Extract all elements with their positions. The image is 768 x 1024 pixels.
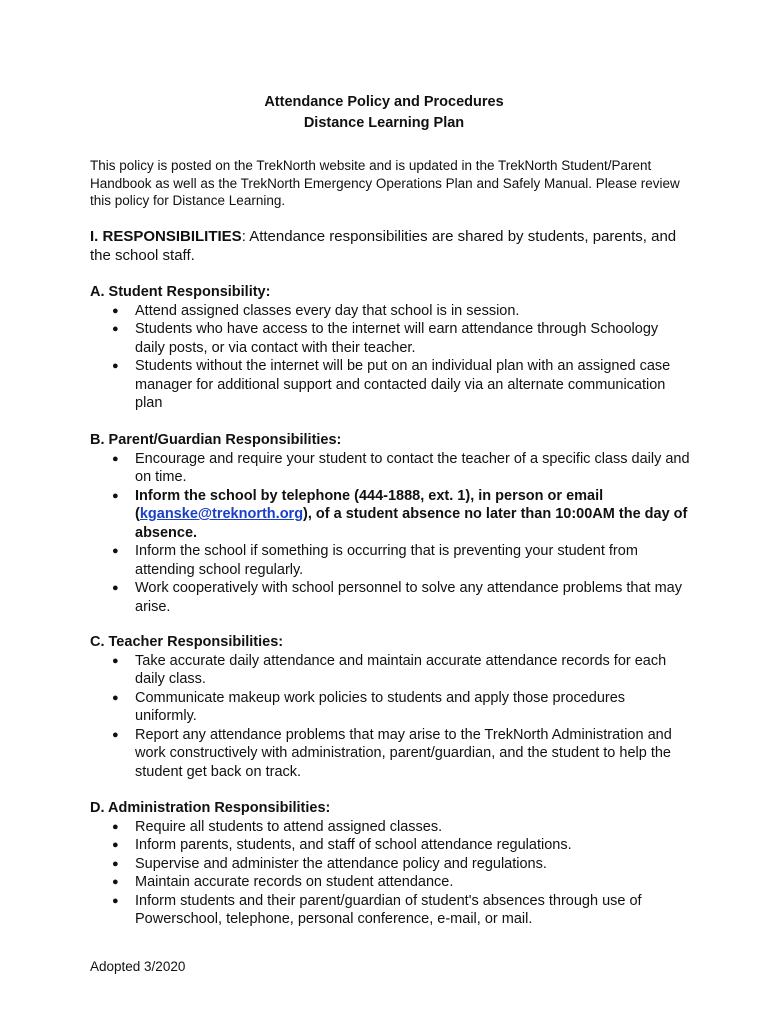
admin-heading: D. Administration Responsibilities: <box>90 800 331 816</box>
teacher-heading: C. Teacher Responsibilities: <box>90 634 284 650</box>
list-item: ● Report any attendance problems that may arise to the TrekNorth Administration and work constructively with administration, parent/guardian, and the student to help the student get back on track. <box>90 726 690 782</box>
parent-list <box>90 450 690 617</box>
list-item: ● Take accurate daily attendance and maintain accurate attendance records for each daily class. <box>90 652 690 689</box>
document-title: Attendance Policy and Procedures <box>264 94 504 110</box>
list-item: ● Supervise and administer the attendance policy and regulations. <box>90 855 690 874</box>
responsibilities-paragraph <box>90 228 690 265</box>
list-item: ● Inform parents, students, and staff of school attendance regulations. <box>90 836 690 855</box>
responsibilities-heading: I. RESPONSIBILITIES <box>90 228 242 245</box>
student-heading: A. Student Responsibility: <box>90 284 271 300</box>
list-item: ● Encourage and require your student to contact the teacher of a specific class daily and on time. <box>90 450 690 487</box>
list-item: ● Attend assigned classes every day that school is in session. <box>90 302 690 321</box>
teacher-section <box>90 633 690 781</box>
admin-section <box>90 799 690 929</box>
parent-section <box>90 431 690 616</box>
list-item: ● Inform students and their parent/guardian of student's absences through use of Powerschool, telephone, personal conference, e-mail, or mail. <box>90 892 690 929</box>
parent-heading: B. Parent/Guardian Responsibilities: <box>90 432 342 448</box>
list-item: ● Require all students to attend assigned classes. <box>90 818 690 837</box>
list-item: ● Students who have access to the internet will earn attendance through Schoology daily posts, or via contact with their teacher. <box>90 320 690 357</box>
list-item: ● Students without the internet will be put on an individual plan with an assigned case manager for additional support and contacted daily via an alternate communication plan <box>90 357 690 413</box>
admin-list <box>90 818 690 929</box>
responsibilities-text: : Attendance responsibilities are shared by students, parents, and the school staff. <box>90 228 677 264</box>
document-subtitle: Distance Learning Plan <box>303 115 465 131</box>
list-item: ● Work cooperatively with school personnel to solve any attendance problems that may arise. <box>90 579 690 616</box>
email-link[interactable]: kganske@treknorth.org <box>139 506 304 522</box>
intro-paragraph: This policy is posted on the TrekNorth website and is updated in the TrekNorth Student/Parent Handbook as well as the TrekNorth Emergency Operations Plan and Safely Manual. Please review this policy for Distance Learning. <box>90 158 680 208</box>
adopted-date: Adopted 3/2020 <box>90 959 186 974</box>
notify-text-end: ), of a student absence no later than 10:00AM the day of absence. <box>135 506 688 541</box>
teacher-list <box>90 652 690 782</box>
student-list <box>90 302 690 413</box>
list-item: ● Inform the school if something is occurring that is preventing your student from attending school regularly. <box>90 542 690 579</box>
student-section <box>90 283 690 413</box>
list-item: ● Communicate makeup work policies to students and apply those procedures uniformly. <box>90 689 690 726</box>
notify-text-start: Inform the school by telephone (444-1888, ext. 1), in person or email ( <box>135 487 604 522</box>
list-item: ● Maintain accurate records on student attendance. <box>90 873 690 892</box>
list-item-notify-absence <box>90 487 690 543</box>
